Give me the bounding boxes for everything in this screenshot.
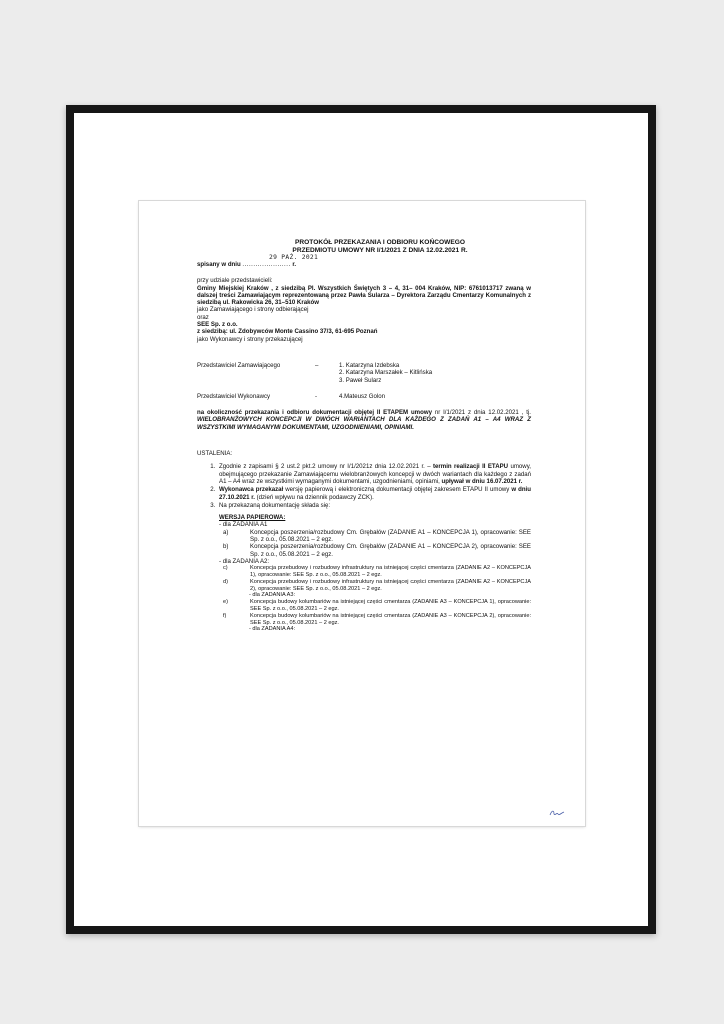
item-text: Koncepcja budowy kolumbariów na istniejącej części cmentarza (ZADANIE A3 – KONCEPCJA 2), opracowanie: SEE Sp. z o.o., 05.08.2021 – 2 egz. xyxy=(250,612,531,626)
rep-zamawiajacy-row xyxy=(197,362,531,384)
spisany-suffix: r. xyxy=(292,261,297,268)
list-item xyxy=(219,565,531,579)
spisany-dots: ...................... xyxy=(242,261,291,268)
rep-name: 3. Paweł Sularz xyxy=(339,376,382,384)
occasion-bold: na okoliczność przekazania i odbioru dokumentacji objętej II ETAPEM umowy xyxy=(197,409,432,417)
list-item xyxy=(219,529,531,544)
occasion-normal: nr I/1/2021 z dnia 12.02.2021 , tj. xyxy=(434,409,531,417)
list-item xyxy=(219,599,531,613)
rep-name: 2. Katarzyna Marszałek – Kitlińska xyxy=(339,369,433,377)
rep-zamawiajacy-names xyxy=(339,362,531,384)
item-letter: c) xyxy=(223,565,228,572)
party2-address: z siedzibą: ul. Zdobywców Monte Cassino 37/3, 61-695 Poznań xyxy=(197,328,378,336)
finding-1-d: upływał w dniu 16.07.2021 r. xyxy=(441,477,523,485)
finding-2 xyxy=(217,486,531,501)
item-text: Koncepcja poszerzenia/rozbudowy Cm. Grębałów (ZADANIE A1 – KONCEPCJA 2), opracowanie: SEE Sp. z o.o., 05.08.2021 – 2 egz. xyxy=(250,543,531,558)
party1-role: jako Zamawiającego i strony odbierającej xyxy=(197,306,309,314)
document-page xyxy=(139,201,585,826)
oraz-text: oraz xyxy=(197,313,209,321)
spisany-prefix: spisany w dniu xyxy=(197,261,241,268)
item-letter: e) xyxy=(223,599,228,606)
wersja-papierowa-label: WERSJA PAPIEROWA: xyxy=(219,514,286,522)
rep-zamawiajacy-dash: – xyxy=(315,361,319,369)
rep-wykonawca-dash: - xyxy=(315,392,318,400)
rep-zamawiajacy-label: Przedstawiciel Zamawiającego xyxy=(197,361,281,369)
date-stamp: 29 PAŹ. 2021 xyxy=(269,254,319,261)
zadanie-a1-label: - dla ZADANIA A1 xyxy=(219,521,268,529)
finding-3-text: Na przekazaną dokumentację składa się: xyxy=(219,501,331,509)
finding-2-c: w dniu 27.10.2021 r. xyxy=(219,486,531,501)
findings-list xyxy=(197,463,531,633)
list-item xyxy=(219,613,531,627)
finding-3 xyxy=(217,502,531,633)
finding-1-b: termin realizacji II ETAPU xyxy=(433,463,509,471)
rep-wykonawca-row xyxy=(197,393,531,400)
participants-intro: przy udziale przedstawicieli: xyxy=(197,277,273,285)
list-item xyxy=(219,543,531,558)
item-text: Koncepcja przebudowy i rozbudowy infrastruktury na istniejącej części cmentarza (ZADANIE A2 – KONCEPCJA 1), opracowanie: SEE Sp. z o.o., 05.08.2021 – 2 egz. xyxy=(250,565,531,578)
occasion-paragraph xyxy=(197,409,531,431)
finding-1-c: umowy, obejmującego przekazanie Zamawiającemu wielobranżowych koncepcji w dwóch wariantach dla każdego z zadań A1 – A4 wraz ze wszystkimi wymaganymi dokumentami, uzgodnieniami, opiniami, xyxy=(219,463,531,485)
signature-mark xyxy=(549,808,565,818)
ustalenia-heading: USTALENIA: xyxy=(197,450,233,458)
party2-role: jako Wykonawcy i strony przekazującej xyxy=(197,335,303,343)
item-text: Koncepcja poszerzenia/rozbudowy Cm. Grębałów (ZADANIE A1 – KONCEPCJA 1), opracowanie: SEE Sp. z o.o., 05.08.2021 – 2 egz. xyxy=(250,528,531,544)
zadanie-a4-label: - dla ZADANIA A4: xyxy=(249,626,296,633)
item-letter: d) xyxy=(223,578,228,585)
title-line-1: PROTOKÓŁ PRZEKAZANIA I ODBIORU KOŃCOWEGO xyxy=(295,239,465,246)
item-letter: a) xyxy=(223,528,229,536)
item-letter: f) xyxy=(223,612,227,619)
item-text: Koncepcja przebudowy i rozbudowy infrastruktury na istniejącej części cmentarza (ZADANIE A2 – KONCEPCJA 2), opracowanie: SEE Sp. z o.o., 05.08.2021 – 2 egz. xyxy=(250,578,531,592)
rep-wykonawca-name: 4.Mateusz Golon xyxy=(339,392,386,400)
finding-1-a: Zgodnie z zapisami § 2 ust.2 pkt.2 umowy nr I/1/2021z dnia 12.02.2021 r. – xyxy=(219,463,431,471)
rep-name: 1. Katarzyna Izdebska xyxy=(339,361,400,369)
spisany-line xyxy=(197,254,531,268)
item-letter: b) xyxy=(223,543,229,551)
party1-details: Gminy Miejskiej Kraków , z siedzibą Pl. Wszystkich Świętych 3 – 4, 31– 004 Kraków, NIP: 6761013717 zwaną w dalszej treści Zamawiającym reprezentowaną przez Pawła Sularza – Dyrektora Zarządu Cmentarzy Komunalnych z siedzibą ul. Rakowicka 26, 31–510 Kraków xyxy=(197,284,531,307)
finding-2-a: Wykonawca przekazał xyxy=(219,486,284,494)
party2-name: SEE Sp. z o.o. xyxy=(197,321,238,329)
rep-wykonawca-label: Przedstawiciel Wykonawcy xyxy=(197,392,271,400)
finding-2-b: wersję papierową i elektroniczną dokumentacji objętej zakresem ETAPU II umowy xyxy=(285,486,510,494)
occasion-italic: WIELOBRANŻOWYCH KONCEPCJI W DWÓCH WARIANTACH DLA KAŻDEGO Z ZADAŃ A1 – A4 WRAZ Z WSZYSTKIMI WYMAGANYMI DOKUMENTAMI, UZGODNIENIAMI, OPINIAMI. xyxy=(197,416,531,431)
document-body xyxy=(197,239,531,634)
zadanie-a2-label: - dla ZADANIA A2: xyxy=(219,557,270,565)
zadanie-a3-label: - dla ZADANIA A3: xyxy=(249,592,296,599)
item-text: Koncepcja budowy kolumbariów na istniejącej części cmentarza (ZADANIE A3 – KONCEPCJA 1), opracowanie: SEE Sp. z o.o., 05.08.2021 – 2 egz. xyxy=(250,599,531,612)
finding-1 xyxy=(217,463,531,485)
document-title xyxy=(229,239,531,255)
finding-2-d: (dzień wpływu na dziennik podawczy ZCK). xyxy=(256,493,374,501)
list-item xyxy=(219,579,531,593)
title-line-2: PRZEDMIOTU UMOWY NR I/1/2021 Z DNIA 12.02.2021 R. xyxy=(292,247,468,254)
